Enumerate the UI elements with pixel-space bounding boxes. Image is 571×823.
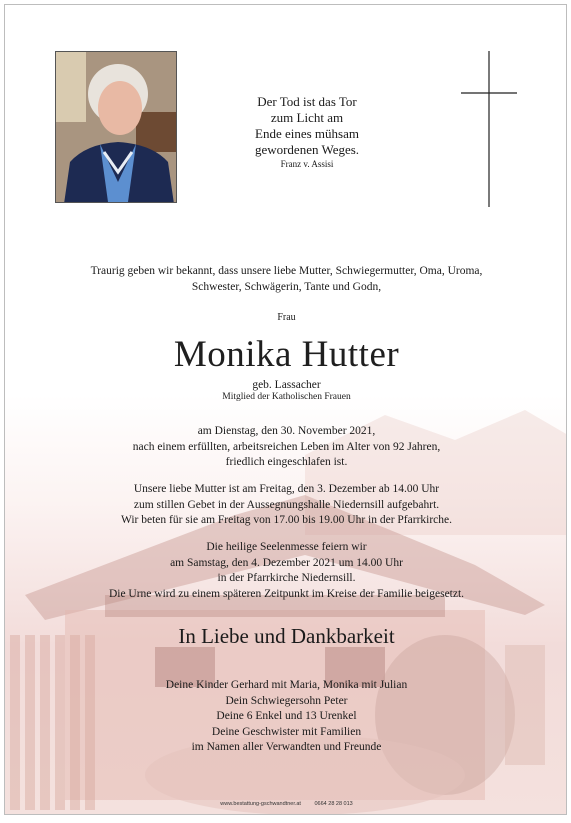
portrait-photo — [55, 51, 177, 203]
membership: Mitglied der Katholischen Frauen — [222, 392, 351, 402]
mass-line: Die Urne wird zu einem späteren Zeitpunkt im Kreise der Familie beigesetzt. — [108, 587, 465, 600]
death-notice-line: nach einem erfüllten, arbeitsreichen Leben im Alter von 92 Jahren, — [132, 440, 441, 453]
mass-line: Die heilige Seelenmesse feiern wir — [206, 541, 367, 553]
mourner-line: Deine Kinder Gerhard mit Maria, Monika mit Julian — [165, 679, 408, 691]
quote-line: zum Licht am — [270, 110, 344, 125]
mass-line: am Samstag, den 4. Dezember 2021 um 14.00 Uhr — [170, 556, 403, 569]
mass-line: in der Pfarrkirche Niedernsill. — [217, 572, 356, 584]
birth-name: geb. Lassacher — [252, 379, 321, 391]
mourner-line: Deine Geschwister mit Familien — [211, 725, 362, 738]
viewing-line: Unsere liebe Mutter ist am Freitag, den 3. Dezember ab 14.00 Uhr — [133, 483, 440, 495]
death-notice-line: am Dienstag, den 30. November 2021, — [197, 425, 376, 437]
mourner-line: Deine 6 Enkel und 13 Urenkel — [216, 710, 357, 722]
intro-text — [45, 263, 528, 295]
viewing-line: zum stillen Gebet in der Aussegnungshalle Niedernsill aufgebahrt. — [133, 498, 440, 511]
mass-notice — [25, 540, 548, 602]
quote-line: Ende eines mühsam — [255, 126, 359, 141]
memorial-quote — [237, 94, 377, 170]
obituary-card — [4, 4, 567, 815]
viewing-line: Wir beten für sie am Freitag von 17.00 bis 19.00 Uhr in der Pfarrkirche. — [120, 514, 453, 526]
intro-line: Schwester, Schwägerin, Tante und Godn, — [191, 281, 382, 293]
quote-line: gewordenen Weges. — [254, 142, 360, 157]
mourners-list — [5, 678, 567, 756]
cross-icon — [461, 51, 517, 212]
mourner-line: Dein Schwiegersohn Peter — [225, 694, 348, 707]
death-notice-line: friedlich eingeschlafen ist. — [225, 456, 348, 468]
viewing-notice — [25, 482, 548, 529]
mourner-line: im Namen aller Verwandten und Freunde — [191, 741, 382, 753]
footer — [5, 801, 567, 807]
closing-heading: In Liebe und Dankbarkeit — [178, 624, 395, 648]
footer-website: www.bestattung-gschwandtner.at — [220, 801, 301, 807]
intro-line: Traurig geben wir bekannt, dass unsere liebe Mutter, Schwiegermutter, Oma, Uroma, — [90, 265, 483, 277]
quote-author: Franz v. Assisi — [280, 159, 334, 169]
quote-line: Der Tod ist das Tor — [257, 94, 357, 109]
footer-phone: 0664 28 28 013 — [314, 801, 353, 807]
salutation: Frau — [277, 312, 296, 323]
deceased-name: Monika Hutter — [173, 334, 400, 375]
death-notice — [25, 424, 548, 471]
